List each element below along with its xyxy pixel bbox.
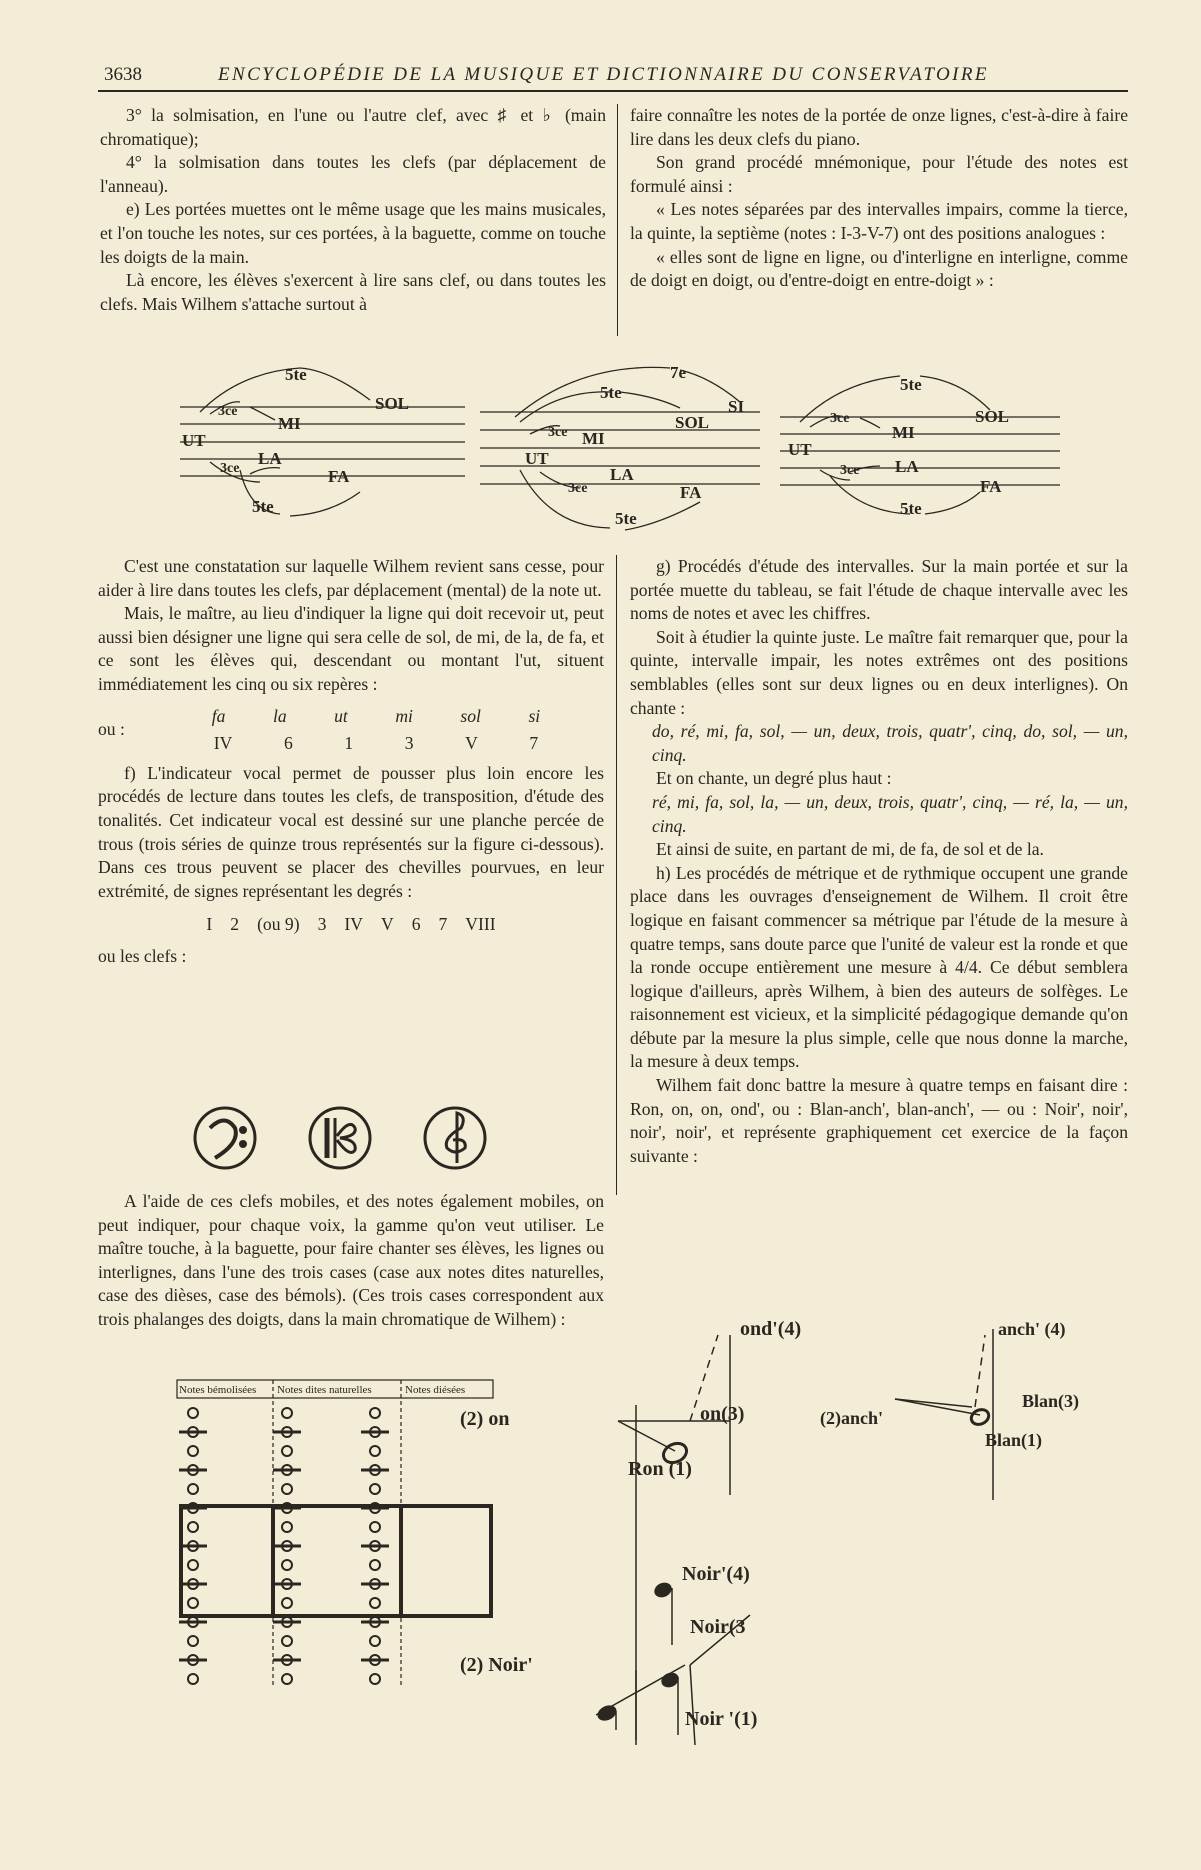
label: UT <box>182 431 206 450</box>
beat-label: Blan(3) <box>1022 1391 1080 1411</box>
beat-label: (2) on <box>460 1408 510 1430</box>
treble-clef-icon <box>425 1108 485 1168</box>
degree-sign: 2 <box>230 914 240 935</box>
board-hole <box>370 1484 380 1494</box>
solfege-syllable: ut <box>334 705 348 726</box>
paragraph: 3° la solmisation, en l'une ou l'autre clef, avec ♯ et ♭ (main chromatique); <box>100 105 606 149</box>
degree-number: V <box>465 733 478 754</box>
board-hole <box>370 1560 380 1570</box>
page-header <box>98 62 1128 92</box>
paragraph: ou les clefs : <box>98 945 187 966</box>
board-hole <box>370 1522 380 1532</box>
degree-sign: I <box>206 914 213 935</box>
sung-line: do, ré, mi, fa, sol, — un, deux, trois, quatr', cinq, do, sol, — un, cinq. <box>652 721 1128 765</box>
beat-label: Noir'(4) <box>682 1563 750 1585</box>
label: LA <box>895 457 919 476</box>
board-hole <box>188 1408 198 1418</box>
board-hole <box>282 1522 292 1532</box>
beat-label: Blan(1) <box>985 1430 1043 1450</box>
c-clef-icon <box>310 1108 370 1168</box>
paragraph: C'est une constatation sur laquelle Wilhem revient sans cesse, pour aider à lire dans toutes les clefs, par déplacement (mental) de la note ut. <box>98 556 604 600</box>
label: FA <box>980 477 1002 496</box>
paragraph: Wilhem fait donc battre la mesure à quatre temps en faisant dire : Ron, on, on, ond', ou : Blan-anch', blan-anch', — ou : Noir', noir', noir', noir', et représente graphiquement cet exercice de la façon suivante : <box>630 1075 1128 1166</box>
label: UT <box>525 449 549 468</box>
paragraph: A l'aide de ces clefs mobiles, et des notes également mobiles, on peut indiquer, pour chaque voix, la gamme qu'on veut utiliser. Le maître touche, à la baguette, pour faire chanter ses élèves, les lignes ou interlignes, dans l'une des trois cases (case aux notes dites naturelles, case des dièses, case des bémols). (Ces trois cases correspondent aux trois phalanges des doigts, dans la main chromatique de Wilhem) : <box>98 1191 604 1329</box>
paragraph: « elles sont de ligne en ligne, ou d'interligne en interligne, comme de doigt en doigt, ou d'entre-doigt en entre-doigt » : <box>630 246 1128 291</box>
board-hole <box>370 1674 380 1684</box>
degree-sign: 3 <box>317 914 327 935</box>
board-hole <box>370 1446 380 1456</box>
solfege-syllable: fa <box>211 705 226 726</box>
top-right-column <box>630 104 1128 293</box>
label: 5te <box>285 365 307 384</box>
bass-clef-icon <box>195 1108 255 1168</box>
label: 3ce <box>218 404 238 419</box>
label: SOL <box>975 407 1010 426</box>
label: FA <box>328 467 350 486</box>
board-hole <box>188 1598 198 1608</box>
degree-number: 7 <box>529 733 539 754</box>
board-hole <box>282 1408 292 1418</box>
label: 3ce <box>220 461 240 476</box>
board-hole <box>188 1636 198 1646</box>
staff-interval-figure <box>180 362 1130 532</box>
sung-line: ré, mi, fa, sol, la, — un, deux, trois, quatr', cinq, — ré, la, — un, cinq. <box>652 791 1128 836</box>
beat-label: anch' (4) <box>998 1319 1066 1339</box>
beat-label: (2)anch' <box>820 1408 883 1428</box>
label: 5te <box>900 375 922 394</box>
paragraph: e) Les portées muettes ont le même usage que les mains musicales, et l'on touche les notes, sur ces portées, à la baguette, comme on touche les doigts de la main. <box>100 199 606 267</box>
label: 5te <box>900 499 922 518</box>
paragraph: h) Les procédés de métrique et de rythmique occupent une grande place dans les ouvrages d'enseignement de Wilhem. Il croit être logique en faisant commencer sa métrique par l'étude de la mesure à quatre temps, sans doute parce que l'unité de valeur est la ronde et que la ronde occupe entièrement une mesure à 4/4. Ce début semblera logique d'ailleurs, après Wilhem, à bien des auteurs de solfèges. Le raisonnement est vicieux, et la simplicité pédagogique demande qu'on débute par la mesure la plus simple, celle que nous donne la marche, la mesure à deux temps. <box>630 862 1128 1072</box>
label: 3ce <box>830 411 850 426</box>
solfege-row <box>168 703 604 731</box>
running-title: ENCYCLOPÉDIE DE LA MUSIQUE ET DICTIONNAIRE DU CONSERVATOIRE <box>218 64 989 85</box>
label: MI <box>892 423 915 442</box>
board-hole <box>370 1598 380 1608</box>
bottom-left-column <box>98 555 604 969</box>
degree-sign: VIII <box>465 914 496 935</box>
paragraph: Et on chante, un degré plus haut : <box>656 768 892 789</box>
board-hole <box>282 1484 292 1494</box>
bottom-left-column-continued <box>98 1190 604 1332</box>
beat-label: Noir(3 <box>690 1616 746 1638</box>
label: SI <box>728 397 745 416</box>
solfege-syllable: la <box>272 705 287 726</box>
clefs-figure <box>185 1098 505 1178</box>
board-hole <box>188 1522 198 1532</box>
label: SOL <box>675 413 710 432</box>
paragraph: Soit à étudier la quinte juste. Le maître fait remarquer que, pour la quinte, intervalle impair, les notes extrêmes ont des positions semblables (elles sont sur deux lignes ou en deux interlignes). On chante : <box>630 626 1128 718</box>
board-hole <box>282 1598 292 1608</box>
column-rule-bottom <box>616 555 617 1195</box>
ou-label: ou : <box>98 719 125 740</box>
degree-sign: 6 <box>411 914 421 935</box>
label: 7e <box>670 363 687 382</box>
solfege-syllable: sol <box>460 705 481 726</box>
degrees-row <box>98 913 604 937</box>
degree-number: 3 <box>404 733 414 754</box>
board-hole <box>282 1674 292 1684</box>
board-hole <box>370 1408 380 1418</box>
label: FA <box>680 483 702 502</box>
solfege-grid <box>98 703 604 758</box>
board-hole <box>188 1484 198 1494</box>
paragraph: Son grand procédé mnémonique, pour l'étude des notes est formulé ainsi : <box>630 152 1128 196</box>
paragraph: f) L'indicateur vocal permet de pousser plus loin encore les procédés de lecture dans toutes les clefs, de transposition, d'étude des tonalités. Cet indicateur vocal est dessiné sur une planche percée de trous (trois séries de quinze trous représentés sur la figure ci-dessous). Dans ces trous peuvent se placer des chevilles pourvues, en leur extrémité, de signes représentant les degrés : <box>98 762 604 901</box>
paragraph: Mais, le maître, au lieu d'indiquer la ligne qui doit recevoir ut, peut aussi bien désigner une ligne qui sera celle de sol, de mi, de la, de fa, et ce sont les élèves qui, descendant ou montant l'ut, situent immédiatement les cinq ou six repères : <box>98 603 604 694</box>
degree-number: IV <box>213 733 233 754</box>
paragraph: Là encore, les élèves s'exercent à lire sans clef, ou dans toutes les clefs. Mais Wilhem s'attache surtout à <box>100 270 606 314</box>
beat-label: (2) Noir' <box>460 1654 533 1676</box>
beat-figures <box>460 1315 1140 1745</box>
solfege-syllable: si <box>528 705 541 726</box>
label: 3ce <box>548 425 568 440</box>
label: UT <box>788 440 812 459</box>
label: 5te <box>252 497 274 516</box>
beat-label: on(3) <box>700 1403 745 1425</box>
label: LA <box>258 449 282 468</box>
beat-label: ond'(4) <box>740 1318 802 1340</box>
paragraph: « Les notes séparées par des intervalles impairs, comme la tierce, la quinte, la septième (notes : I-3-V-7) ont des positions analogues : <box>630 199 1128 243</box>
label: SOL <box>375 394 410 413</box>
bottom-right-column <box>630 555 1128 1168</box>
degree-sign: V <box>380 914 394 935</box>
degree-number: 1 <box>344 733 354 754</box>
paragraph: faire connaître les notes de la portée de onze lignes, c'est-à-dire à faire lire dans les deux clefs du piano. <box>630 105 1128 149</box>
label: 3ce <box>568 481 588 496</box>
page-number: 3638 <box>104 64 142 85</box>
solfege-syllable: mi <box>395 705 413 726</box>
degree-number: 6 <box>283 733 293 754</box>
label: LA <box>610 465 634 484</box>
label: 5te <box>600 383 622 402</box>
label: MI <box>278 414 301 433</box>
degree-sign: (ou 9) <box>257 914 300 935</box>
beat-label: Ron (1) <box>628 1458 692 1480</box>
board-header: Notes diésées <box>405 1384 466 1396</box>
label: MI <box>582 429 605 448</box>
board-hole <box>370 1636 380 1646</box>
board-hole <box>188 1446 198 1456</box>
board-hole <box>188 1674 198 1684</box>
beat-label: Noir '(1) <box>685 1708 758 1730</box>
degree-sign: IV <box>344 914 363 935</box>
paragraph: Et ainsi de suite, en partant de mi, de fa, de sol et de la. <box>656 839 1044 860</box>
label: 3ce <box>840 463 860 478</box>
board-hole <box>282 1560 292 1570</box>
label: 5te <box>615 509 637 528</box>
top-left-column <box>100 104 606 316</box>
paragraph: 4° la solmisation dans toutes les clefs (par déplacement de l'anneau). <box>100 152 606 196</box>
board-header: Notes bémolisées <box>179 1384 257 1396</box>
vocal-indicator-board <box>175 1378 495 1698</box>
board-hole <box>282 1446 292 1456</box>
paragraph: g) Procédés d'étude des intervalles. Sur la main portée et sur la portée muette du tableau, se fait l'étude de chaque intervalle avec les noms de notes et avec les chiffres. <box>630 556 1128 624</box>
column-rule-top <box>617 104 618 336</box>
board-hole <box>282 1636 292 1646</box>
number-row <box>168 730 604 758</box>
degree-sign: 7 <box>438 914 448 935</box>
board-hole <box>188 1560 198 1570</box>
board-header: Notes dites naturelles <box>277 1384 372 1396</box>
